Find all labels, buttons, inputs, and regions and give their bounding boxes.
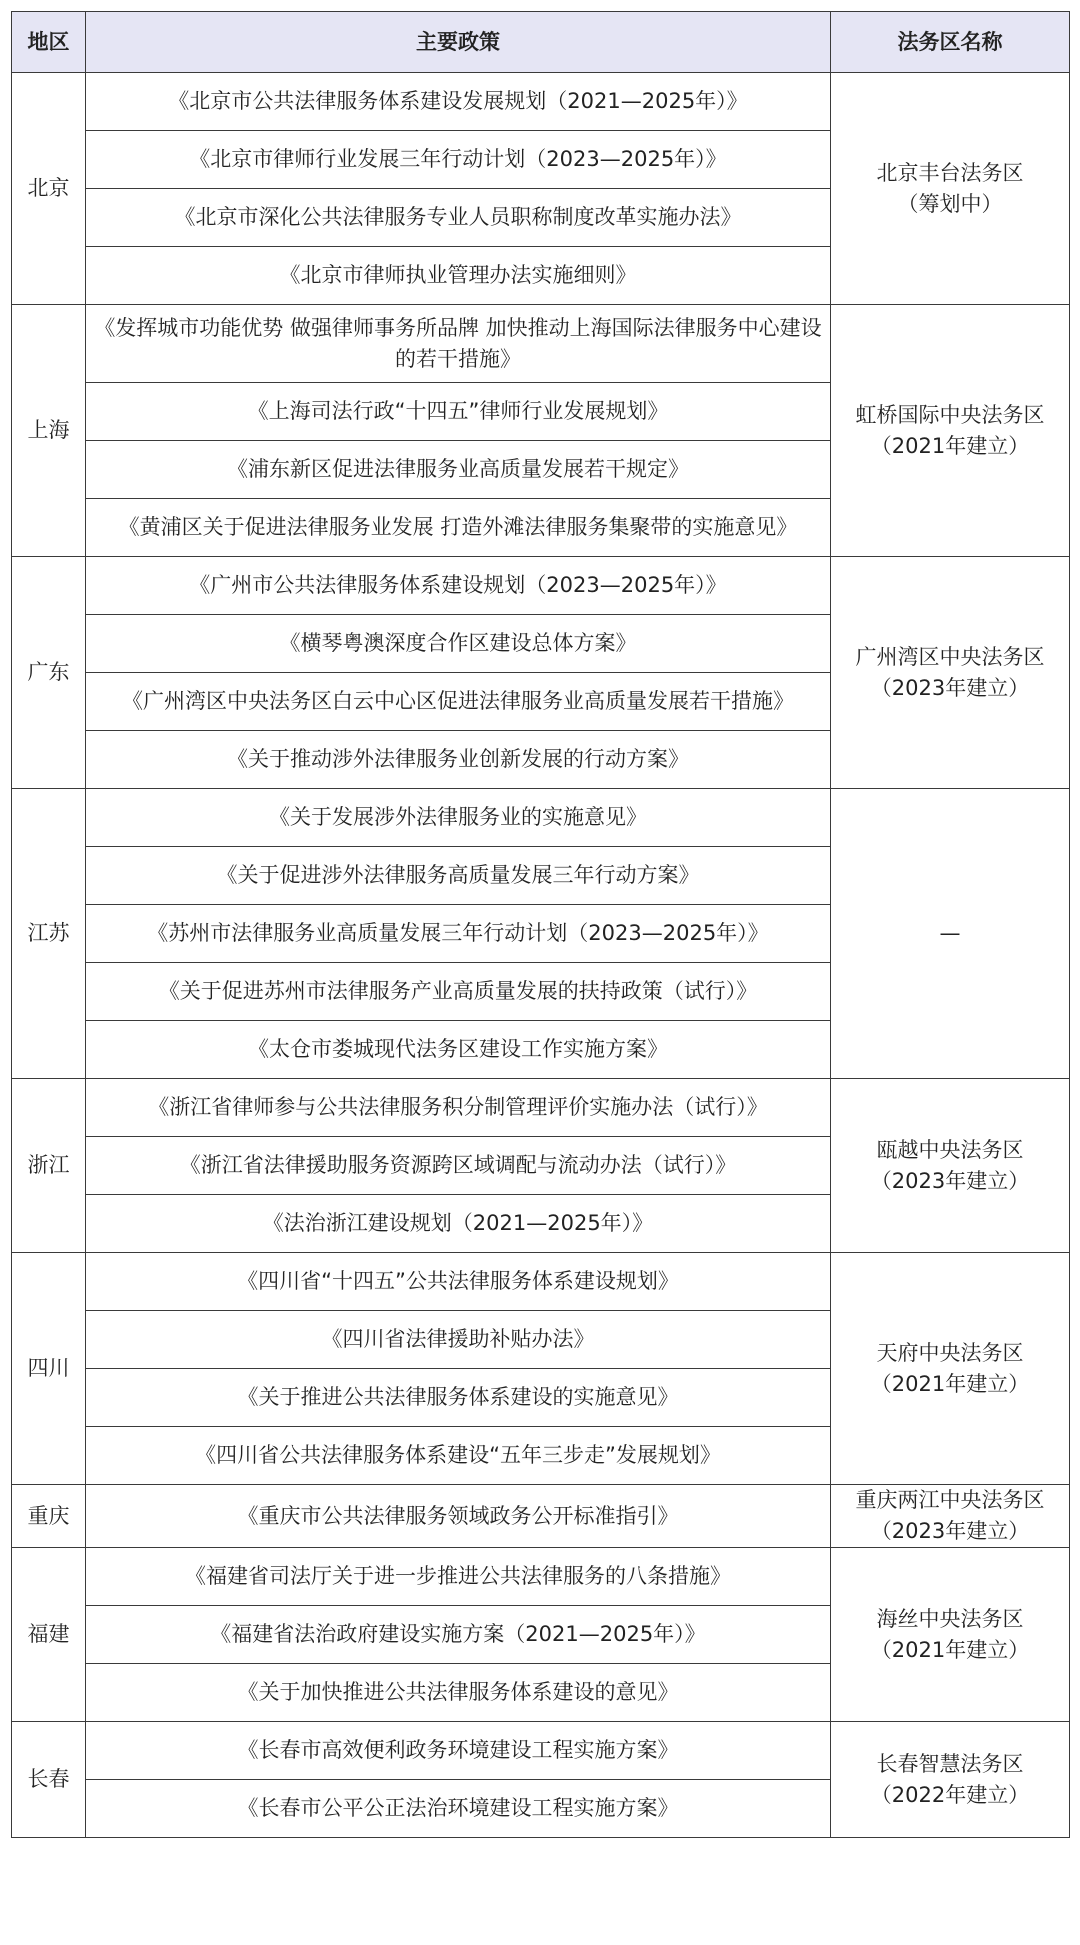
policy-cell: 《长春市公平公正法治环境建设工程实施方案》 xyxy=(86,1780,831,1838)
zone-cell xyxy=(831,1548,1070,1722)
policy-cell: 《法治浙江建设规划（2021—2025年）》 xyxy=(86,1195,831,1253)
header-policy: 主要政策 xyxy=(86,12,831,73)
policy-cell: 《关于推动涉外法律服务业创新发展的行动方案》 xyxy=(86,731,831,789)
table-body xyxy=(12,73,1070,1838)
policy-cell: 《北京市律师执业管理办法实施细则》 xyxy=(86,247,831,305)
policy-cell: 《重庆市公共法律服务领域政务公开标准指引》 xyxy=(86,1485,831,1548)
policy-cell: 《浙江省律师参与公共法律服务积分制管理评价实施办法（试行）》 xyxy=(86,1079,831,1137)
zone-cell xyxy=(831,73,1070,305)
zone-note: （2022年建立） xyxy=(870,1782,1030,1807)
zone-name: 北京丰台法务区 xyxy=(876,160,1024,185)
zone-name: 长春智慧法务区 xyxy=(876,1751,1024,1776)
table-row xyxy=(12,557,1070,615)
policy-cell: 《关于促进涉外法律服务高质量发展三年行动方案》 xyxy=(86,847,831,905)
zone-note: （筹划中） xyxy=(897,191,1003,216)
zone-name: 重庆两江中央法务区 xyxy=(855,1488,1045,1512)
table-row xyxy=(12,1253,1070,1311)
policy-cell: 《福建省法治政府建设实施方案（2021—2025年）》 xyxy=(86,1606,831,1664)
region-cell: 浙江 xyxy=(12,1079,86,1253)
policy-cell: 《福建省司法厅关于进一步推进公共法律服务的八条措施》 xyxy=(86,1548,831,1606)
policy-cell: 《太仓市娄城现代法务区建设工作实施方案》 xyxy=(86,1021,831,1079)
policy-cell: 《横琴粤澳深度合作区建设总体方案》 xyxy=(86,615,831,673)
policy-cell: 《上海司法行政“十四五”律师行业发展规划》 xyxy=(86,383,831,441)
policy-table xyxy=(11,11,1070,1838)
zone-note: （2023年建立） xyxy=(870,675,1030,700)
region-cell: 北京 xyxy=(12,73,86,305)
policy-cell: 《黄浦区关于促进法律服务业发展 打造外滩法律服务集聚带的实施意见》 xyxy=(86,499,831,557)
region-cell: 四川 xyxy=(12,1253,86,1485)
header-row xyxy=(12,12,1070,73)
table-row xyxy=(12,73,1070,131)
region-cell: 重庆 xyxy=(12,1485,86,1548)
policy-cell: 《关于发展涉外法律服务业的实施意见》 xyxy=(86,789,831,847)
policy-cell: 《北京市公共法律服务体系建设发展规划（2021—2025年）》 xyxy=(86,73,831,131)
region-cell: 长春 xyxy=(12,1722,86,1838)
zone-note: （2021年建立） xyxy=(870,1371,1030,1396)
policy-cell: 《北京市深化公共法律服务专业人员职称制度改革实施办法》 xyxy=(86,189,831,247)
table-row xyxy=(12,789,1070,847)
zone-cell xyxy=(831,557,1070,789)
zone-name: 天府中央法务区 xyxy=(876,1340,1024,1365)
policy-cell: 《北京市律师行业发展三年行动计划（2023—2025年）》 xyxy=(86,131,831,189)
region-cell: 江苏 xyxy=(12,789,86,1079)
zone-cell xyxy=(831,1079,1070,1253)
zone-name: — xyxy=(939,921,961,945)
header-zone: 法务区名称 xyxy=(831,12,1070,73)
zone-name: 虹桥国际中央法务区 xyxy=(855,402,1045,427)
zone-cell xyxy=(831,1722,1070,1838)
zone-cell xyxy=(831,789,1070,1079)
region-cell: 上海 xyxy=(12,305,86,557)
zone-name: 海丝中央法务区 xyxy=(876,1606,1024,1631)
policy-cell: 《四川省“十四五”公共法律服务体系建设规划》 xyxy=(86,1253,831,1311)
policy-cell: 《长春市高效便利政务环境建设工程实施方案》 xyxy=(86,1722,831,1780)
zone-note: （2021年建立） xyxy=(870,433,1030,458)
table-row xyxy=(12,1485,1070,1548)
table-row xyxy=(12,1548,1070,1606)
policy-cell: 《关于加快推进公共法律服务体系建设的意见》 xyxy=(86,1664,831,1722)
zone-note: （2023年建立） xyxy=(870,1519,1030,1543)
policy-cell: 《苏州市法律服务业高质量发展三年行动计划（2023—2025年）》 xyxy=(86,905,831,963)
zone-note: （2023年建立） xyxy=(870,1168,1030,1193)
policy-cell: 《四川省公共法律服务体系建设“五年三步走”发展规划》 xyxy=(86,1427,831,1485)
table-row xyxy=(12,305,1070,383)
region-cell: 福建 xyxy=(12,1548,86,1722)
policy-cell: 《关于促进苏州市法律服务产业高质量发展的扶持政策（试行）》 xyxy=(86,963,831,1021)
table-row xyxy=(12,1722,1070,1780)
policy-cell: 《关于推进公共法律服务体系建设的实施意见》 xyxy=(86,1369,831,1427)
policy-cell: 《广州市公共法律服务体系建设规划（2023—2025年）》 xyxy=(86,557,831,615)
policy-cell: 《广州湾区中央法务区白云中心区促进法律服务业高质量发展若干措施》 xyxy=(86,673,831,731)
zone-name: 广州湾区中央法务区 xyxy=(855,644,1045,669)
policy-cell: 《发挥城市功能优势 做强律师事务所品牌 加快推动上海国际法律服务中心建设的若干措施》 xyxy=(86,305,831,383)
zone-cell xyxy=(831,1485,1070,1548)
policy-cell: 《浙江省法律援助服务资源跨区域调配与流动办法（试行）》 xyxy=(86,1137,831,1195)
policy-cell: 《浦东新区促进法律服务业高质量发展若干规定》 xyxy=(86,441,831,499)
zone-note: （2021年建立） xyxy=(870,1637,1030,1662)
table-row xyxy=(12,1079,1070,1137)
region-cell: 广东 xyxy=(12,557,86,789)
zone-cell xyxy=(831,1253,1070,1485)
header-region: 地区 xyxy=(12,12,86,73)
zone-cell xyxy=(831,305,1070,557)
zone-name: 瓯越中央法务区 xyxy=(876,1137,1024,1162)
policy-cell: 《四川省法律援助补贴办法》 xyxy=(86,1311,831,1369)
